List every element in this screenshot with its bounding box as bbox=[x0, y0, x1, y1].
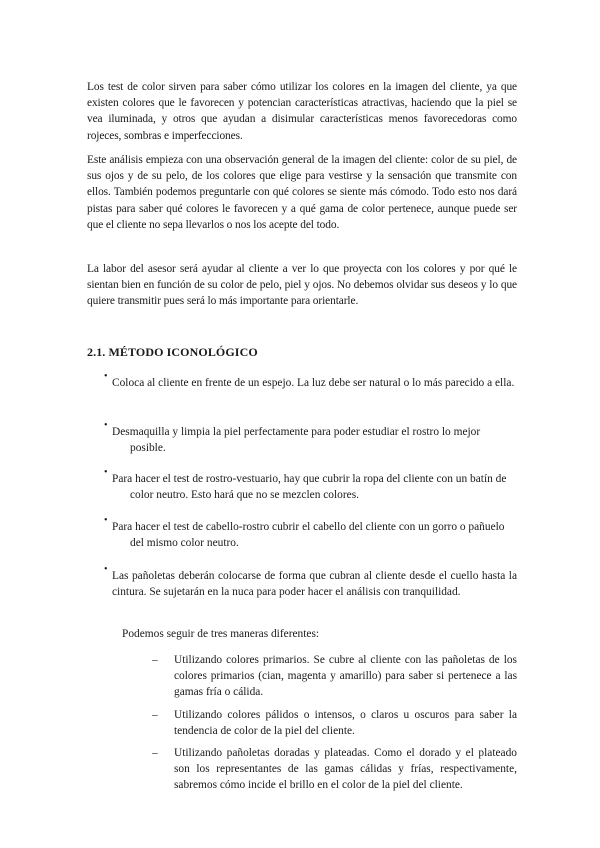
bullet-icon: • bbox=[104, 515, 108, 526]
option-text: Utilizando pañoletas doradas y plateadas. Como el dorado y el plateado son los representantes de las gamas cálidas y frías, respectivamente, sabremos cómo incide el brillo en el color de la piel del cliente. bbox=[174, 747, 517, 792]
sub-intro: Podemos seguir de tres maneras diferentes: bbox=[122, 628, 320, 640]
list-item-text: Para hacer el test de cabello-rostro cubrir el cabello del cliente con un gorro o pañuelo del mismo color neutro. bbox=[112, 521, 505, 550]
option-item bbox=[152, 745, 517, 794]
bullet-icon: • bbox=[104, 371, 108, 382]
bullet-icon: • bbox=[104, 420, 108, 431]
section-heading: 2.1. MÉTODO ICONOLÓGICO bbox=[87, 345, 258, 359]
dash-icon: – bbox=[152, 709, 158, 721]
list-item-text: Las pañoletas deberán colocarse de forma que cubran al cliente desde el cuello hasta la cintura. Se sujetarán en la nuca para poder hacer el análisis con tranquilidad. bbox=[112, 570, 517, 599]
paragraph-intro: Los test de color sirven para saber cómo utilizar los colores en la imagen del cliente, ya que existen colores que le favorecen y potencian características atractivas, haciendo que la piel se vea iluminada, y otros que ayudan a disimular características menos favorecedoras como rojeces, sombras e imperfecciones. bbox=[87, 81, 517, 142]
option-text: Utilizando colores primarios. Se cubre al cliente con las pañoletas de los colores primarios (cian, magenta y amarillo) para saber si pertenece a las gamas fría o cálida. bbox=[174, 654, 517, 699]
option-item bbox=[152, 652, 517, 701]
list-item bbox=[104, 564, 517, 600]
bullet-icon: • bbox=[104, 564, 108, 575]
list-item bbox=[104, 371, 517, 391]
bullet-icon: • bbox=[104, 467, 108, 478]
list-item bbox=[104, 515, 517, 551]
list-item bbox=[104, 420, 517, 456]
list-item-text: Coloca al cliente en frente de un espejo. La luz debe ser natural o lo más parecido a ella. bbox=[112, 377, 515, 389]
dash-icon: – bbox=[152, 654, 158, 666]
paragraph-analysis: Este análisis empieza con una observación general de la imagen del cliente: color de su piel, de sus ojos y de su pelo, de los colores que elige para vestirse y la sensación que transmite con ellos. También podemos preguntarle con qué colores se siente más cómodo. Todo esto nos dará pistas para saber qué colores le favorecen y a qué gama de color pertenece, aunque puede ser que el cliente no sepa llevarlos o nos los acepte del todo. bbox=[87, 154, 517, 231]
list-item-text: Para hacer el test de rostro-vestuario, hay que cubrir la ropa del cliente con un batín de color neutro. Esto hará que no se mezclen colores. bbox=[112, 473, 507, 502]
paragraph-advisor: La labor del asesor será ayudar al cliente a ver lo que proyecta con los colores y por qué le sientan bien en función de su color de pelo, piel y ojos. No debemos olvidar sus deseos y lo que quiere transmitir pues será lo más importante para orientarle. bbox=[87, 263, 517, 308]
option-text: Utilizando colores pálidos o intensos, o claros u oscuros para saber la tendencia de color de la piel del cliente. bbox=[174, 709, 517, 738]
dash-icon: – bbox=[152, 747, 158, 759]
option-item bbox=[152, 707, 517, 739]
list-item bbox=[104, 467, 517, 503]
list-item-text: Desmaquilla y limpia la piel perfectamente para poder estudiar el rostro lo mejor posible. bbox=[112, 426, 481, 455]
